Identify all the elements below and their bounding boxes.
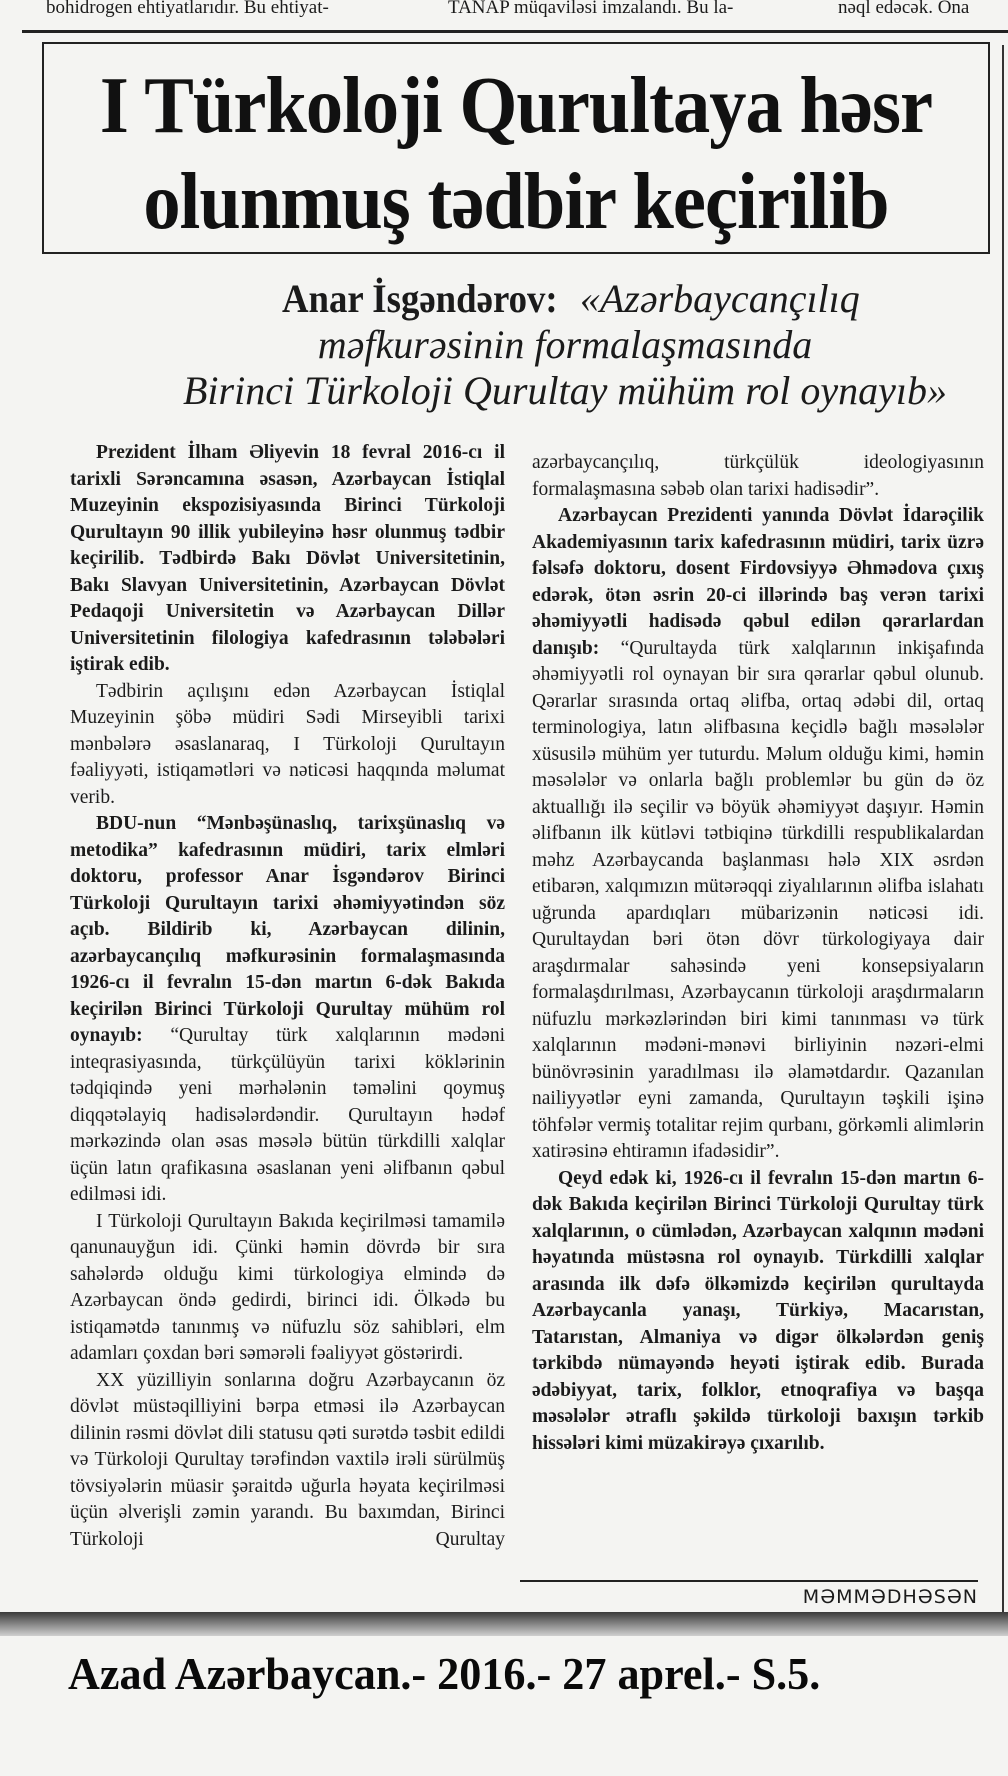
previous-article-fragment: TANAP müqaviləsi imzalandı. Bu la-	[448, 0, 734, 18]
paragraph-quote-part: “Qurultayda türk xalqlarının inkişafında əhəmiyyətli rol oynayan bir sıra qərarlar qəbul olunub. Qərarlar sırasında ortaq əlifba, ortaq ədəbi dil, ortaq terminologiya, latın əlifbasına keçidlə bağlı məsələlər xüsusilə mühüm yer tuturdu. Məlum olduğu kimi, həmin məsələlər və onlarla bağlı problemlər bu gün də öz aktuallığı ilə seçilir və böyük əhəmiyyət daşıyır. Həmin əlifbanın ilk kütləvi tətbiqinə türkdilli respublikalardan məhz Azərbaycanda başlanması hələ XIX əsrdən etibarən, xalqımızın mütərəqqi ziyalılarının əlifba islahatı uğrunda apardıqları mübarizənin nəticəsi idi. Qurultaydan bəri ötən dövr türkologiyaya dair araşdırmalar sahəsində yeni konsepsiyaların formalaşdırılması, Azərbaycanın türkoloji araşdırmaların nüfuzlu mərkəzlərindən biri kimi tanınması və türk xalqlarının mədəni-mənəvi birliyinin nəzəri-elmi bünövrəsinin yaradılması ilə əlamətdardır. Qazanılan nailiyyətlər eyni zamanda, Qurultayın təşkili işinə töhfələr vermiş totalitar rejim qurbanı, görkəmli alimlərin xatirəsinə ehtiramın ifadəsidir”.	[532, 637, 984, 1162]
paragraph-bold-part: BDU-nun “Mənbəşünaslıq, tarixşünaslıq və metodika” kafedrasının müdiri, tarix elmləri doktoru, professor Anar İsgəndərov Birinci Türkoloji Qurultayın tarixi əhəmiyyətindən söz açıb. Bildirib ki, Azərbaycan dilinin, azərbaycançılıq məfkurəsinin formalaşmasında 1926-cı il fevralın 15-dən martın 6-dək Bakıda keçirilən Birinci Türkoloji Qurultay mühüm rol oynayıb:	[70, 813, 505, 1046]
paragraph: I Türkoloji Qurultayın Bakıda keçirilməsi tamamilə qanunauyğun idi. Çünki həmin dövrdə bir sıra sahələrdə olduğu kimi türkologiya elmində də Azərbaycan öndə gedirdi, birinci idi. Ölkədə bu istiqamətdə tanınmış və nüfuzlu söz sahibləri, elm adamları çoxdan bəri səmərəli fəaliyyət göstərirdi.	[70, 1210, 505, 1364]
subheadline-speaker: Anar İsgəndərov:	[282, 276, 558, 321]
paragraph: Tədbirin açılışını edən Azərbaycan İstiqlal Muzeyinin şöbə müdiri Sədi Mirseyibli tarixi mənbələrə əsaslanaraq, I Türkoloji Qurultayın fəaliyyəti, istiqamətləri və nəticəsi haqqında məlumat verib.	[70, 680, 505, 808]
subheadline	[150, 276, 980, 414]
paragraph-closing: Qeyd edək ki, 1926-cı il fevralın 15-dən martın 6-dək Bakıda keçirilən Birinci Türkoloji Qurultay türk xalqlarının, o cümlədən, Azərbaycan xalqının mədəni həyatında müstəsna rol oynayıb. Türkdilli xalqlar arasında ilk dəfə ölkəmizdə keçirilən qurultayda Azərbaycanla yanaşı, Türkiyə, Macarıstan, Tatarıstan, Almaniya və digər ölkələrdən geniş tərkibdə nümayəndə heyəti iştirak edib. Burada ədəbiyyat, tarix, folklor, etnoqrafiya və başqa məsələlər ətraflı şəkildə türkoloji baxışın tərkib hissələri kimi müzakirəyə çıxarılıb.	[532, 1167, 984, 1454]
paragraph-quote-part: “Qurultay türk xalqlarının mədəni inteqrasiyasında, türkçülüyün tarixi köklərinin tədqiqində yeni mərhələnin təməlini qoymuş diqqətəlayiq hadisələrdəndir. Qurultayın hədəf mərkəzində olan əsas məsələ bütün türkdilli xalqlar üçün latın qrafikasına əsaslanan yeni əlifbanın qəbul edilməsi idi.	[70, 1025, 505, 1205]
headline	[77, 44, 955, 250]
column-divider-right	[1002, 45, 1004, 1615]
paragraph-continued: azərbaycançılıq, türkçülük ideologiyasının formalaşmasına səbəb olan tarixi hadisədir”.	[532, 452, 984, 500]
headline-line-2: olunmuş tədbir keçirilib	[143, 158, 889, 246]
paragraph: XX yüzilliyin sonlarına doğru Azərbaycanın öz dövlət müstəqilliyini bərpa etməsi ilə Azərbaycan dilinin rəsmi dövlət dili statusu qəti surətdə təsbit edildi və Türkoloji Qurultay tərəfindən vaxtilə irəli sürülmüş tövsiyələrin müasir şəraitdə uğurla həyata keçirilməsi üçün əlverişli zəmin yarandı. Bu baxımdan, Birinci Türkoloji Qurultay	[70, 1369, 505, 1550]
subheadline-quote-3: Birinci Türkoloji Qurultay mühüm rol oynayıb»	[182, 368, 948, 413]
previous-article-fragment: bohidrogen ehtiyatlarıdır. Bu ehtiyat-	[46, 0, 329, 18]
previous-article-fragment: nəql edəcək. Ona	[838, 0, 970, 18]
paragraph-bold-part: Azərbaycan Prezidenti yanında Dövlət İdarəçilik Akademiyasının tarix kafedrasının müdiri, tarix üzrə fəlsəfə doktoru, dosent Firdovsiyyə Əhmədova çıxış edərək, ötən əsrin 20-ci illərində baş verən tarixi əhəmiyyətli hadisədə qəbul edilən qərarlardan danışıb:	[532, 505, 984, 659]
headline-line-1: I Türkoloji Qurultaya həsr	[99, 62, 933, 150]
paragraph	[532, 503, 984, 1166]
previous-article-strip	[0, 0, 1008, 30]
paragraph	[70, 811, 505, 1209]
paragraph-lead: Prezident İlham Əliyevin 18 fevral 2016-cı il tarixli Sərəncamına əsasən, Azərbaycan İstiqlal Muzeyinin ekspozisiyasında Birinci Türkoloji Qurultayın 90 illik yubileyinə həsr olunmuş tədbir keçirilib. Tədbirdə Bakı Dövlət Universitetinin, Bakı Slavyan Universitetinin, Azərbaycan Dövlət Pedaqoji Universitetin və Azərbaycan Dillər Universitetinin filologiya kafedrasının tələbələri iştirak edib.	[70, 442, 505, 675]
article-column-right	[532, 450, 984, 1457]
author-signature: MƏMMƏDHƏSƏN	[802, 1586, 978, 1608]
subheadline-quote-1: «Azərbaycançılıq	[579, 276, 860, 321]
article-column-left	[70, 440, 505, 1553]
signature-divider	[520, 1580, 978, 1582]
headline-box	[42, 42, 990, 254]
subheadline-quote-2: məfkurəsinin formalaşmasında	[317, 322, 813, 367]
source-citation: Azad Azərbaycan.- 2016.- 27 aprel.- S.5.	[68, 1648, 821, 1699]
scan-edge-shadow	[0, 1612, 1008, 1636]
top-divider	[22, 30, 1008, 33]
